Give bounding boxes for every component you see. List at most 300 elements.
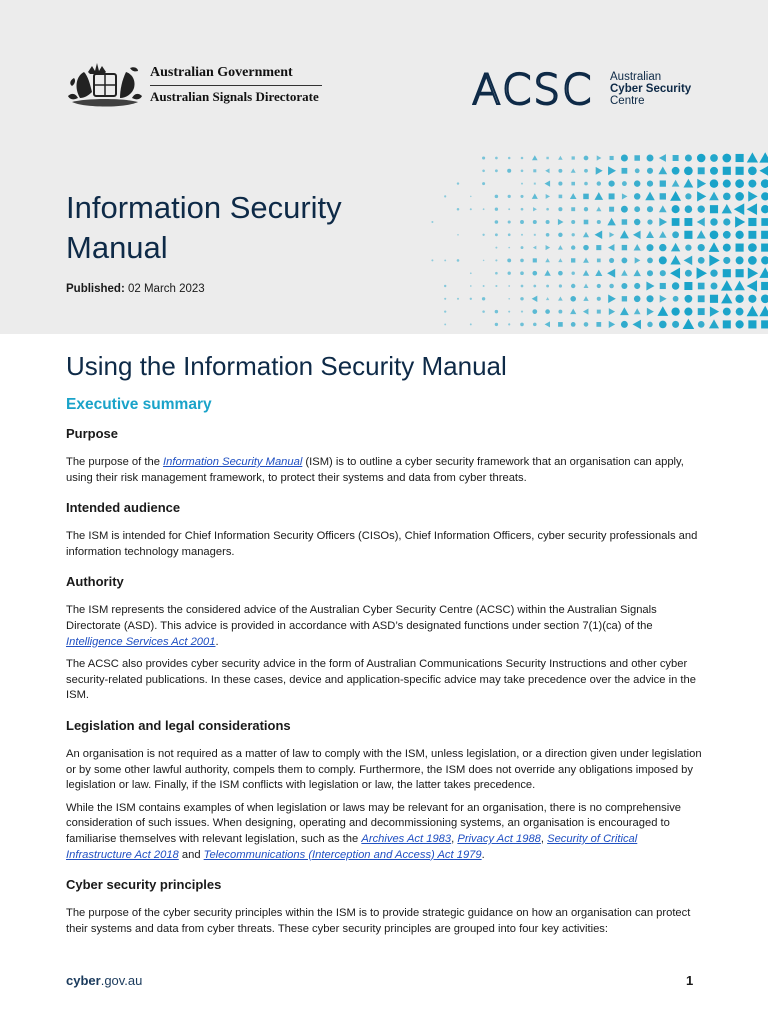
pattern-shape <box>761 294 768 303</box>
pattern-shape <box>634 295 641 302</box>
pattern-shape <box>584 182 588 186</box>
authority-paragraph-2: The ACSC also provides cyber security advice in the form of Australian Communications Security Instructions and other cyber security-related publications. In these cases, device and application-specific advice may take precedence over the advice in the ISM. <box>66 658 696 702</box>
pattern-shape <box>645 192 655 201</box>
pattern-shape <box>722 204 732 213</box>
privacy-act-link[interactable]: Privacy Act 1988 <box>457 832 541 845</box>
pattern-shape <box>647 244 654 251</box>
pattern-shape <box>483 285 485 287</box>
pattern-shape <box>508 157 511 160</box>
pattern-shape <box>532 309 537 314</box>
critical-infrastructure-act-link[interactable]: Security of Critical Infrastructure Act 2018 <box>66 832 638 861</box>
pattern-shape <box>470 208 472 210</box>
pattern-shape <box>622 193 628 199</box>
pattern-shape <box>571 207 575 211</box>
pattern-shape <box>660 270 666 276</box>
pattern-shape <box>670 268 680 279</box>
pattern-shape <box>683 319 695 329</box>
pattern-shape <box>660 180 666 186</box>
pattern-shape <box>521 157 524 160</box>
pattern-shape <box>633 269 640 276</box>
pattern-shape <box>534 234 536 236</box>
pattern-shape <box>584 284 589 288</box>
acsc-line-3: Centre <box>610 95 645 107</box>
pattern-shape <box>495 272 498 275</box>
pattern-shape <box>544 180 550 186</box>
pattern-shape <box>583 296 588 301</box>
pattern-shape <box>761 320 768 328</box>
pattern-shape <box>572 233 575 236</box>
acsc-line-1: Australian <box>610 71 662 83</box>
pattern-shape <box>748 218 756 226</box>
coat-of-arms-icon <box>66 58 144 112</box>
pattern-shape <box>534 183 536 185</box>
pattern-shape <box>483 260 485 262</box>
pattern-shape <box>698 257 705 264</box>
pattern-shape <box>521 246 524 249</box>
pattern-shape <box>710 167 718 175</box>
pattern-shape <box>508 220 511 223</box>
pattern-shape <box>634 283 640 289</box>
principles-heading: Cyber security principles <box>66 877 222 893</box>
pattern-shape <box>570 296 576 302</box>
pattern-shape <box>647 181 653 187</box>
pattern-shape <box>721 280 733 290</box>
pattern-shape <box>647 168 653 174</box>
pattern-shape <box>670 255 680 264</box>
pattern-shape <box>748 320 756 328</box>
pattern-shape <box>546 285 549 288</box>
pattern-shape <box>622 168 628 174</box>
pattern-shape <box>470 272 472 274</box>
pattern-shape <box>608 244 614 251</box>
pattern-shape <box>659 231 666 238</box>
pattern-shape <box>722 154 731 163</box>
pattern-shape <box>558 233 562 237</box>
pattern-shape <box>710 205 718 213</box>
pattern-shape <box>495 323 498 326</box>
pattern-shape <box>697 230 706 238</box>
pattern-shape <box>723 257 730 264</box>
pattern-shape <box>647 322 652 327</box>
pattern-shape <box>684 166 693 175</box>
pattern-shape <box>635 168 640 173</box>
pattern-shape <box>697 218 705 227</box>
pattern-shape <box>571 258 575 262</box>
pattern-shape <box>596 167 603 175</box>
decorative-shape-pattern <box>388 150 768 334</box>
pattern-shape <box>710 230 719 239</box>
pattern-shape <box>584 169 588 173</box>
archives-act-link[interactable]: Archives Act 1983 <box>361 832 452 845</box>
pattern-shape <box>545 168 549 173</box>
intelligence-services-act-link[interactable]: Intelligence Services Act 2001 <box>66 635 216 648</box>
pattern-shape <box>735 320 743 328</box>
pattern-shape <box>621 154 628 161</box>
pattern-shape <box>761 205 768 213</box>
pattern-shape <box>533 169 536 172</box>
pattern-shape <box>546 220 550 224</box>
published-label: Published: <box>66 283 125 295</box>
pattern-shape <box>685 155 692 162</box>
pattern-shape <box>495 169 498 172</box>
pattern-shape <box>597 259 601 263</box>
pattern-shape <box>584 207 588 211</box>
pattern-shape <box>508 233 511 236</box>
pattern-shape <box>759 152 768 162</box>
australian-government-logo <box>66 58 322 112</box>
acsc-line-2: Cyber Security <box>610 83 692 95</box>
pattern-shape <box>546 233 550 237</box>
pattern-shape <box>672 180 680 187</box>
pattern-shape <box>507 258 511 262</box>
pattern-shape <box>521 183 523 185</box>
pattern-shape <box>482 297 485 300</box>
purpose-paragraph: The purpose of the Information Security Manual (ISM) is to outline a cyber security framework that an organisation can apply, using their risk management framework, to protect their systems and data from cyber threats. <box>66 456 684 484</box>
pattern-shape <box>634 308 641 314</box>
pattern-shape <box>508 272 511 275</box>
pattern-shape <box>495 310 498 313</box>
pattern-shape <box>609 321 615 328</box>
executive-summary-heading: Executive summary <box>66 396 212 413</box>
pattern-shape <box>596 207 601 212</box>
pattern-shape <box>698 283 705 290</box>
pattern-shape <box>609 308 615 315</box>
pattern-shape <box>609 258 614 263</box>
pattern-shape <box>761 179 768 188</box>
pattern-shape <box>595 192 604 200</box>
pattern-shape <box>747 152 758 162</box>
pattern-shape <box>761 218 768 226</box>
legislation-paragraph-1: An organisation is not required as a matter of law to comply with the ISM, unless legislation, or a direction given under legislation or by some other lawful authority, compels them to comply. Furthermore, the ISM does not override any obligations imposed by legislation or law. Finally, if the ISM conflicts with legislation or law, the latter takes precedence. <box>66 747 702 792</box>
pattern-shape <box>558 258 562 262</box>
pattern-shape <box>634 193 641 200</box>
pattern-shape <box>647 155 654 162</box>
pattern-shape <box>621 321 628 328</box>
purpose-heading: Purpose <box>66 426 119 441</box>
pattern-shape <box>444 285 446 287</box>
pattern-shape <box>736 256 744 264</box>
pattern-shape <box>545 309 550 314</box>
pattern-shape <box>735 231 743 239</box>
pattern-shape <box>634 180 640 186</box>
pattern-shape <box>444 323 446 325</box>
page-number: 1 <box>686 973 694 988</box>
pattern-shape <box>634 206 640 212</box>
pattern-shape <box>495 208 498 211</box>
pattern-shape <box>684 308 692 316</box>
pattern-shape <box>470 196 472 198</box>
pattern-shape <box>583 309 588 315</box>
pattern-shape <box>546 208 549 211</box>
pattern-shape <box>710 270 717 277</box>
pattern-shape <box>457 298 459 300</box>
pattern-shape <box>508 208 510 210</box>
pattern-shape <box>545 258 550 262</box>
pattern-shape <box>507 169 511 173</box>
pattern-shape <box>646 231 654 238</box>
pattern-shape <box>735 179 744 188</box>
pattern-shape <box>660 283 666 289</box>
pattern-shape <box>659 244 666 251</box>
pattern-shape <box>532 271 537 276</box>
pattern-shape <box>520 220 524 224</box>
pattern-shape <box>685 244 691 250</box>
pattern-shape <box>647 308 654 316</box>
pattern-shape <box>470 298 472 300</box>
pattern-shape <box>659 154 666 162</box>
pattern-shape <box>482 156 485 159</box>
footer-website: cyber.gov.au <box>66 973 143 988</box>
pattern-shape <box>495 157 498 160</box>
pattern-shape <box>646 295 653 302</box>
pattern-shape <box>723 269 731 277</box>
pattern-shape <box>482 170 485 173</box>
pattern-shape <box>508 323 510 325</box>
pattern-shape <box>457 234 459 236</box>
pattern-shape <box>532 296 538 302</box>
pattern-shape <box>698 244 705 251</box>
pattern-shape <box>607 218 615 226</box>
pattern-shape <box>570 193 577 199</box>
pattern-shape <box>672 321 679 328</box>
pattern-shape <box>759 165 768 177</box>
pattern-shape <box>495 233 498 236</box>
pattern-shape <box>748 256 757 265</box>
pattern-shape <box>620 307 629 315</box>
pattern-shape <box>508 311 510 313</box>
pattern-shape <box>647 270 653 276</box>
pattern-shape <box>558 271 563 276</box>
pattern-shape <box>723 320 731 328</box>
pattern-shape <box>697 154 706 163</box>
pattern-shape <box>608 180 614 186</box>
pattern-shape <box>734 281 745 291</box>
pattern-shape <box>583 194 589 200</box>
pattern-shape <box>684 179 694 188</box>
pattern-shape <box>747 306 759 316</box>
authority-heading: Authority <box>66 574 124 590</box>
pattern-shape <box>660 193 666 199</box>
pattern-shape <box>671 243 680 251</box>
pattern-shape <box>670 191 681 201</box>
pattern-shape <box>748 166 757 175</box>
pattern-shape <box>622 245 627 250</box>
legislation-paragraph-2: While the ISM contains examples of when legislation or laws may be relevant for an organisation, there is no comprehensive consideration of such issues. When designing, operating and decommissioning systems, an organisation is encouraged to familiarise themselves with relevant legislation, such as the Archives Act 1983, Privacy Act 1988, Security of Critical Infrastructure Act 2018 and Telecommunications (Interception and Access) Act 1979. <box>66 801 682 861</box>
pattern-shape <box>559 195 563 199</box>
pattern-shape <box>723 167 731 175</box>
published-date-line <box>66 283 205 295</box>
pattern-shape <box>457 182 459 184</box>
pattern-shape <box>672 218 680 226</box>
acsc-logo <box>472 68 691 110</box>
pattern-shape <box>622 296 627 301</box>
pattern-shape <box>658 166 667 174</box>
pattern-shape <box>431 221 433 223</box>
pattern-shape <box>571 168 576 172</box>
pattern-shape <box>723 193 731 201</box>
pattern-shape <box>483 208 485 210</box>
pattern-shape <box>545 321 550 327</box>
pattern-shape <box>659 218 667 227</box>
pattern-shape <box>595 270 602 276</box>
pattern-shape <box>520 297 523 300</box>
pattern-shape <box>685 270 692 277</box>
pattern-shape <box>470 323 472 325</box>
pattern-shape <box>634 219 640 225</box>
pattern-shape <box>747 280 757 292</box>
pattern-shape <box>610 156 614 160</box>
pattern-shape <box>595 231 603 239</box>
pattern-shape <box>698 295 705 302</box>
pattern-shape <box>546 245 551 250</box>
main-content <box>66 346 706 944</box>
pattern-shape <box>621 206 628 213</box>
pattern-shape <box>572 156 575 159</box>
pattern-shape <box>659 321 667 329</box>
pattern-shape <box>558 156 563 160</box>
pattern-shape <box>671 307 679 315</box>
pattern-shape <box>558 169 562 173</box>
pattern-shape <box>633 320 641 329</box>
pattern-shape <box>444 310 446 312</box>
pattern-shape <box>546 194 550 199</box>
pattern-shape <box>495 247 497 249</box>
pattern-shape <box>583 245 589 251</box>
pattern-shape <box>685 193 691 199</box>
pattern-shape <box>457 259 460 262</box>
pattern-shape <box>597 181 601 185</box>
pattern-shape <box>607 269 615 278</box>
pattern-shape <box>532 155 538 160</box>
pattern-shape <box>698 308 705 315</box>
pattern-shape <box>609 284 614 289</box>
pattern-shape <box>736 269 744 277</box>
pattern-shape <box>710 179 719 188</box>
pattern-shape <box>622 219 627 224</box>
pattern-shape <box>735 192 744 201</box>
pattern-shape <box>444 298 446 300</box>
pattern-shape <box>609 207 614 212</box>
pattern-shape <box>457 208 460 211</box>
pattern-shape <box>508 298 510 300</box>
pattern-shape <box>748 231 756 239</box>
pattern-shape <box>558 322 563 327</box>
pattern-shape <box>558 245 563 249</box>
pattern-shape <box>544 270 550 276</box>
pattern-shape <box>609 193 615 199</box>
pattern-shape <box>710 306 719 316</box>
pattern-shape <box>482 234 484 236</box>
pattern-shape <box>761 192 768 200</box>
pattern-shape <box>571 220 575 224</box>
pattern-shape <box>709 255 719 267</box>
pattern-shape <box>697 191 706 201</box>
pattern-shape <box>659 256 667 264</box>
pattern-shape <box>470 285 472 287</box>
pattern-shape <box>759 306 768 316</box>
pattern-shape <box>559 284 562 287</box>
pattern-shape <box>672 231 679 238</box>
pattern-shape <box>736 167 744 175</box>
pattern-shape <box>697 179 706 189</box>
pattern-shape <box>558 219 564 225</box>
pattern-shape <box>597 155 602 160</box>
acsc-word: ACSC <box>472 68 594 110</box>
pattern-shape <box>672 205 680 213</box>
pattern-shape <box>521 311 523 313</box>
pattern-shape <box>748 191 757 201</box>
pattern-shape <box>546 297 549 300</box>
pattern-shape <box>697 267 707 279</box>
pattern-shape <box>709 192 719 201</box>
pattern-shape <box>621 270 628 276</box>
gov-line-2: Australian Signals Directorate <box>150 89 319 104</box>
pattern-shape <box>646 282 654 291</box>
pattern-shape <box>520 271 524 275</box>
pattern-shape <box>622 181 627 186</box>
pattern-shape <box>723 231 731 239</box>
authority-paragraph-1: The ISM represents the considered advice of the Australian Cyber Security Centre (ACSC) within the Australian Signals Directorate (ASD). This advice is provided in accordance with ASD’s designated functions under section 7(1)(ca) of the Intelligence Services Act 2001. <box>66 604 657 648</box>
cover-header <box>0 0 768 334</box>
pattern-shape <box>482 182 485 185</box>
pattern-shape <box>723 244 731 252</box>
pattern-shape <box>684 231 692 239</box>
ism-link[interactable]: Information Security Manual <box>163 456 303 468</box>
pattern-shape <box>571 182 575 186</box>
pattern-shape <box>584 322 589 327</box>
pattern-shape <box>748 267 758 278</box>
pattern-shape <box>508 195 511 198</box>
pattern-shape <box>684 282 692 290</box>
pattern-shape <box>621 283 627 289</box>
pattern-shape <box>698 321 705 328</box>
pattern-shape <box>759 267 768 277</box>
pattern-shape <box>647 206 653 212</box>
pattern-shape <box>583 270 589 276</box>
pattern-shape <box>558 207 562 211</box>
pattern-shape <box>736 154 744 162</box>
pattern-shape <box>710 218 717 225</box>
pattern-shape <box>735 216 745 227</box>
pattern-shape <box>761 256 768 264</box>
pattern-shape <box>571 245 575 249</box>
pattern-shape <box>748 295 756 303</box>
pattern-shape <box>558 296 563 300</box>
pattern-shape <box>684 218 692 226</box>
legislation-heading: Legislation and legal considerations <box>66 717 291 733</box>
pattern-shape <box>597 220 601 224</box>
pattern-shape <box>647 258 653 264</box>
pattern-shape <box>520 195 523 198</box>
pattern-shape <box>748 180 756 188</box>
pattern-shape <box>723 218 730 225</box>
pattern-shape <box>532 193 538 198</box>
pattern-shape <box>634 155 640 161</box>
telecommunications-act-link[interactable]: Telecommunications (Interception and Access) Act 1979 <box>203 848 482 861</box>
pattern-shape <box>571 284 575 288</box>
pattern-shape <box>633 231 641 239</box>
pattern-shape <box>570 308 576 314</box>
pattern-shape <box>621 257 627 263</box>
pattern-shape <box>761 231 768 239</box>
pattern-shape <box>711 283 718 290</box>
pattern-shape <box>657 306 668 316</box>
pattern-shape <box>495 285 497 287</box>
pattern-shape <box>533 323 537 327</box>
pattern-shape <box>660 295 667 303</box>
pattern-shape <box>583 257 589 262</box>
pattern-shape <box>659 205 667 212</box>
